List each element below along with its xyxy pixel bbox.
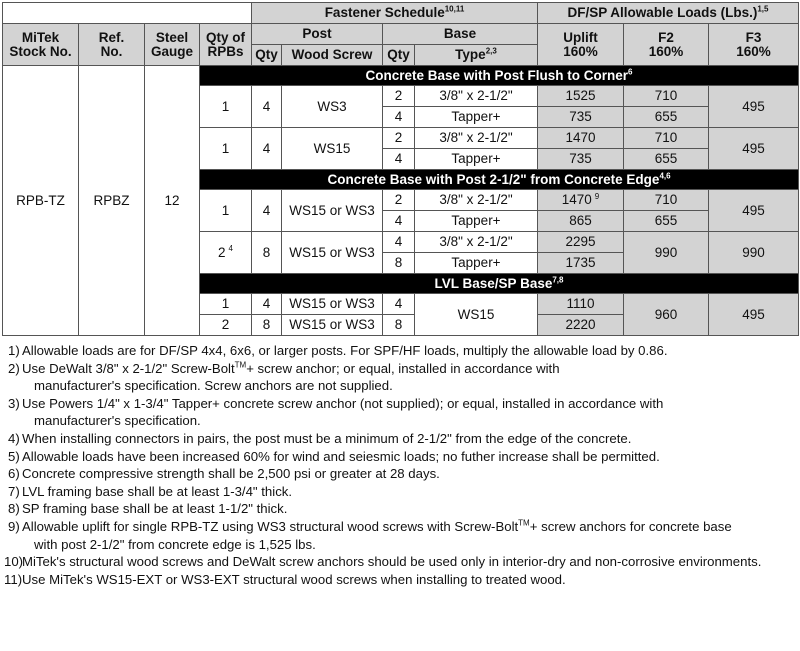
base-type-cell: WS15 — [415, 294, 538, 336]
base-type-cell: Tapper+ — [415, 253, 538, 274]
header-base: Base — [383, 24, 538, 45]
header-wood-screw: Wood Screw — [282, 45, 383, 66]
header-steel-gauge: Steel Gauge — [145, 24, 200, 66]
uplift-cell: 865 — [538, 211, 624, 232]
header-uplift: Uplift 160% — [538, 24, 624, 66]
wood-screw-cell: WS3 — [282, 86, 383, 128]
base-qty-cell: 4 — [383, 211, 415, 232]
base-type-cell: Tapper+ — [415, 211, 538, 232]
header-loads: DF/SP Allowable Loads $(Lbs.)^{1,5}$ — [538, 3, 799, 24]
stock-no-cell: RPB-TZ — [3, 66, 79, 336]
base-type-cell: 3/8" x 2-1/2" — [415, 86, 538, 107]
footnote: 8) SP framing base shall be at least 1-1/2" thick. — [8, 501, 288, 517]
uplift-cell: 1470 $^9$ — [538, 190, 624, 211]
footnote: 9) Allowable uplift for single RPB-TZ using WS3 structural wood screws with Screw-Bolt™+ screw anchors for concrete base with post 2-1/2" from concrete edge is 1,525 lbs. — [8, 518, 732, 552]
wood-screw-cell: WS15 — [282, 128, 383, 170]
base-qty-cell: 8 — [383, 315, 415, 336]
footnote: 1) Allowable loads are for DF/SP 4x4, 6x6, or larger posts. For SPF/HF loads, multiply the allowable load by 0.86. — [8, 343, 668, 358]
f2-cell: 990 — [624, 232, 709, 274]
qty-rpbs-cell: 1 — [200, 294, 252, 315]
header-f2: F2 160% — [624, 24, 709, 66]
base-qty-cell: 8 — [383, 253, 415, 274]
qty-rpbs-cell: 2 $^4$ — [200, 232, 252, 274]
header-ref-no: Ref. No. — [79, 24, 145, 66]
wood-screw-cell: WS15 or WS3 — [282, 232, 383, 274]
base-qty-cell: 4 — [383, 232, 415, 253]
base-type-cell: 3/8" x 2-1/2" — [415, 190, 538, 211]
uplift-cell: 735 — [538, 107, 624, 128]
footnote: 4) When installing connectors in pairs, the post must be a minimum of 2-1/2" from the edge of the concrete. — [8, 430, 632, 446]
uplift-cell: 735 — [538, 149, 624, 170]
post-qty-cell: 4 — [252, 86, 282, 128]
post-qty-cell: 8 — [252, 232, 282, 274]
qty-rpbs-cell: 1 — [200, 128, 252, 170]
header-f3: F3 160% — [709, 24, 799, 66]
qty-rpbs-cell: 2 — [200, 315, 252, 336]
wood-screw-cell: WS15 or WS3 — [282, 190, 383, 232]
footnote: 10) MiTek's structural wood screws and DeWalt screw anchors should be used only in interior-dry and non-corrosive environments. — [4, 554, 762, 570]
uplift-cell: 1735 — [538, 253, 624, 274]
header-base-qty: Qty — [383, 45, 415, 66]
base-qty-cell: 2 — [383, 86, 415, 107]
base-type-cell: Tapper+ — [415, 149, 538, 170]
header-post-qty: Qty — [252, 45, 282, 66]
section-title: Concrete Base with Post Flush to Corner$^6$ — [200, 66, 799, 86]
f3-cell: 495 — [709, 294, 799, 336]
section-title: LVL Base/SP Base$^{7,8}$ — [200, 274, 799, 294]
base-type-cell: 3/8" x 2-1/2" — [415, 128, 538, 149]
header-fastener-schedule: Fastener Schedule$^{10,11}$ — [252, 3, 538, 24]
f3-cell: 495 — [709, 128, 799, 170]
base-qty-cell: 2 — [383, 128, 415, 149]
footnote: 3) Use Powers 1/4" x 1-3/4" Tapper+ concrete screw anchor (not supplied); or equal, installed in accordance with manufacturer's specification. — [8, 395, 664, 429]
f2-cell: 710 — [624, 86, 709, 107]
qty-rpbs-cell: 1 — [200, 86, 252, 128]
base-type-cell: 3/8" x 2-1/2" — [415, 232, 538, 253]
uplift-cell: 2295 — [538, 232, 624, 253]
header-stock-no: MiTek Stock No. — [3, 24, 79, 66]
base-qty-cell: 4 — [383, 107, 415, 128]
wood-screw-cell: WS15 or WS3 — [282, 294, 383, 315]
footnote: 5) Allowable loads have been increased 60% for wind and seiesmic loads; no futher increase shall be permitted. — [8, 448, 660, 464]
base-qty-cell: 2 — [383, 190, 415, 211]
spec-table — [2, 2, 799, 336]
header-post: Post — [252, 24, 383, 45]
header-blank — [3, 3, 252, 24]
uplift-cell: 1525 — [538, 86, 624, 107]
base-qty-cell: 4 — [383, 294, 415, 315]
footnotes — [2, 342, 798, 588]
ref-no-cell: RPBZ — [79, 66, 145, 336]
gauge-cell: 12 — [145, 66, 200, 336]
f3-cell: 990 — [709, 232, 799, 274]
document — [2, 2, 798, 588]
f2-cell: 655 — [624, 107, 709, 128]
uplift-cell: 1110 — [538, 294, 624, 315]
header-qty-rpbs: Qty of RPBs — [200, 24, 252, 66]
uplift-cell: 2220 — [538, 315, 624, 336]
post-qty-cell: 4 — [252, 128, 282, 170]
f2-cell: 655 — [624, 149, 709, 170]
f2-cell: 710 — [624, 190, 709, 211]
f2-cell: 655 — [624, 211, 709, 232]
post-qty-cell: 4 — [252, 190, 282, 232]
footnote: 2) Use DeWalt 3/8" x 2-1/2" Screw-Bolt™+ screw anchor; or equal, installed in accordance with manufacturer's specification. Screw anchors are not supplied. — [8, 360, 560, 394]
f3-cell: 495 — [709, 86, 799, 128]
post-qty-cell: 8 — [252, 315, 282, 336]
base-qty-cell: 4 — [383, 149, 415, 170]
f2-cell: 960 — [624, 294, 709, 336]
f3-cell: 495 — [709, 190, 799, 232]
footnote: 11) Use MiTek's WS15-EXT or WS3-EXT structural wood screws when installing to treated wood. — [4, 571, 566, 587]
wood-screw-cell: WS15 or WS3 — [282, 315, 383, 336]
footnote: 6) Concrete compressive strength shall be 2,500 psi or greater at 28 days. — [8, 466, 440, 482]
f2-cell: 710 — [624, 128, 709, 149]
uplift-cell: 1470 — [538, 128, 624, 149]
footnote: 7) LVL framing base shall be at least 1-3/4" thick. — [8, 483, 293, 499]
qty-rpbs-cell: 1 — [200, 190, 252, 232]
post-qty-cell: 4 — [252, 294, 282, 315]
base-type-cell: Tapper+ — [415, 107, 538, 128]
section-title: Concrete Base with Post 2-1/2" from Concrete Edge$^{4,6}$ — [200, 170, 799, 190]
header-base-type: Type$^{2,3}$ — [415, 45, 538, 66]
